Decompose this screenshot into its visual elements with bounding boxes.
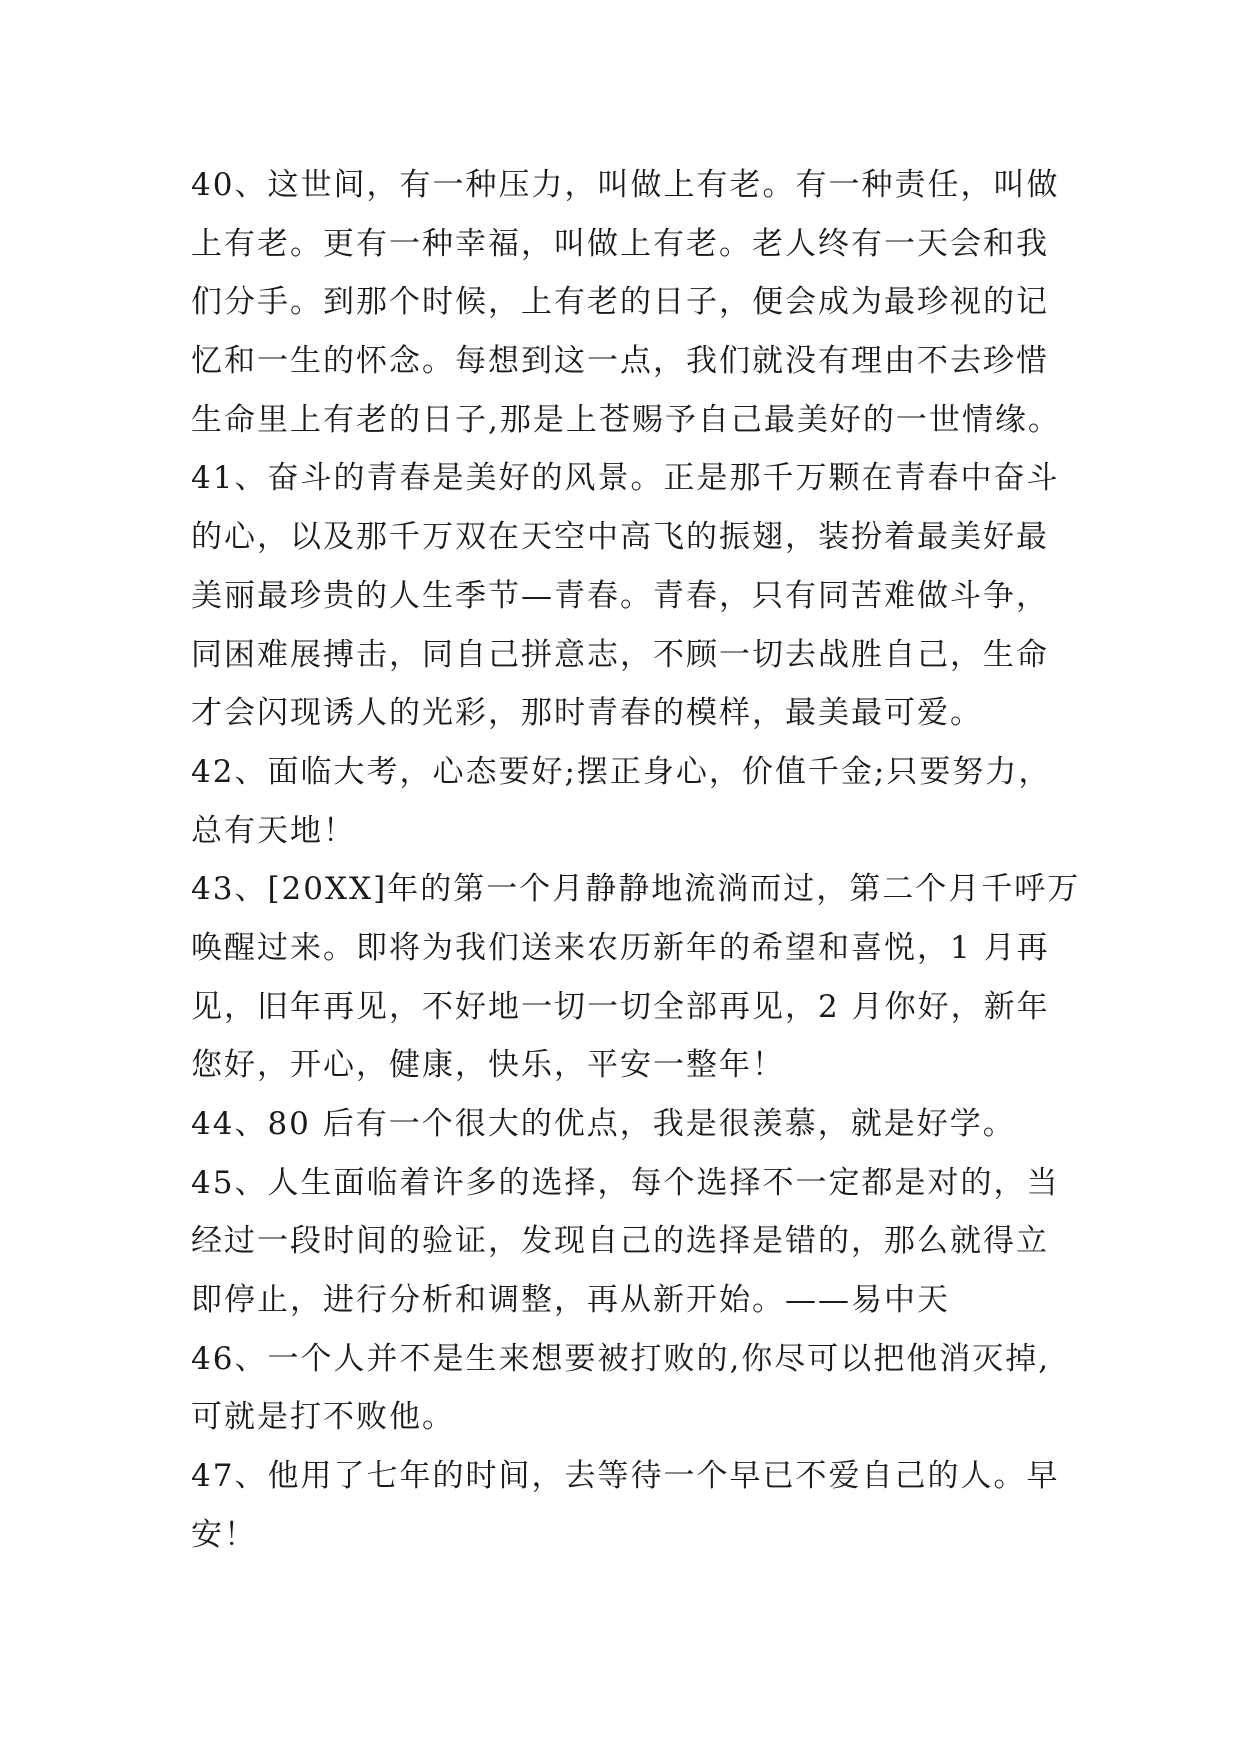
text-line: 总有天地！ [191,812,356,849]
text-line: 42、面临大考，心态要好;摆正身心，价值千金;只要努力， [191,753,1052,790]
text-line: 见，旧年再见，不好地一切一切全部再见，2 月你好，新年 [191,988,1050,1025]
text-line: 可就是打不败他。 [191,1399,455,1436]
text-line: 45、人生面临着许多的选择，每个选择不一定都是对的，当 [191,1164,1060,1201]
text-line: 46、一个人并不是生来想要被打败的,你尽可以把他消灭掉, [191,1340,1051,1377]
text-line: 的心，以及那千万双在天空中高飞的振翅，装扮着最美好最 [191,519,1049,556]
document-body [191,156,1081,1565]
text-line: 47、他用了七年的时间，去等待一个早已不爱自己的人。早 [191,1458,1060,1495]
text-line: 经过一段时间的验证，发现自己的选择是错的，那么就得立 [191,1223,1049,1260]
text-line: 41、奋斗的青春是美好的风景。正是那千万颗在青春中奋斗 [191,460,1060,497]
text-line: 40、这世间，有一种压力，叫做上有老。有一种责任，叫做 [191,167,1060,203]
text-line: 43、[20XX]年的第一个月静静地流淌而过，第二个月千呼万 [191,871,1081,908]
text-line: 忆和一生的怀念。每想到这一点，我们就没有理由不去珍惜 [191,343,1049,380]
text-line: 上有老。更有一种幸福，叫做上有老。老人终有一天会和我 [191,225,1049,262]
text-line: 唤醒过来。即将为我们送来农历新年的希望和喜悦，1 月再 [191,929,1050,966]
text-line: 您好，开心，健康，快乐，平安一整年！ [191,1047,785,1084]
text-line: 即停止，进行分析和调整，再从新开始。——易中天 [191,1282,950,1319]
text-line: 才会闪现诱人的光彩，那时青春的模样，最美最可爱。 [191,695,983,732]
text-line: 44、80 后有一个很大的优点，我是很羡慕，就是好学。 [191,1106,1016,1142]
text-line: 安！ [191,1516,257,1553]
text-line: 生命里上有老的日子,那是上苍赐予自己最美好的一世情缘。 [191,401,1061,438]
text-line: 同困难展搏击，同自己拼意志，不顾一切去战胜自己，生命 [191,636,1049,673]
text-line: 美丽最珍贵的人生季节—青春。青春，只有同苦难做斗争， [191,577,1049,614]
text-line: 们分手。到那个时候，上有老的日子，便会成为最珍视的记 [191,284,1049,321]
